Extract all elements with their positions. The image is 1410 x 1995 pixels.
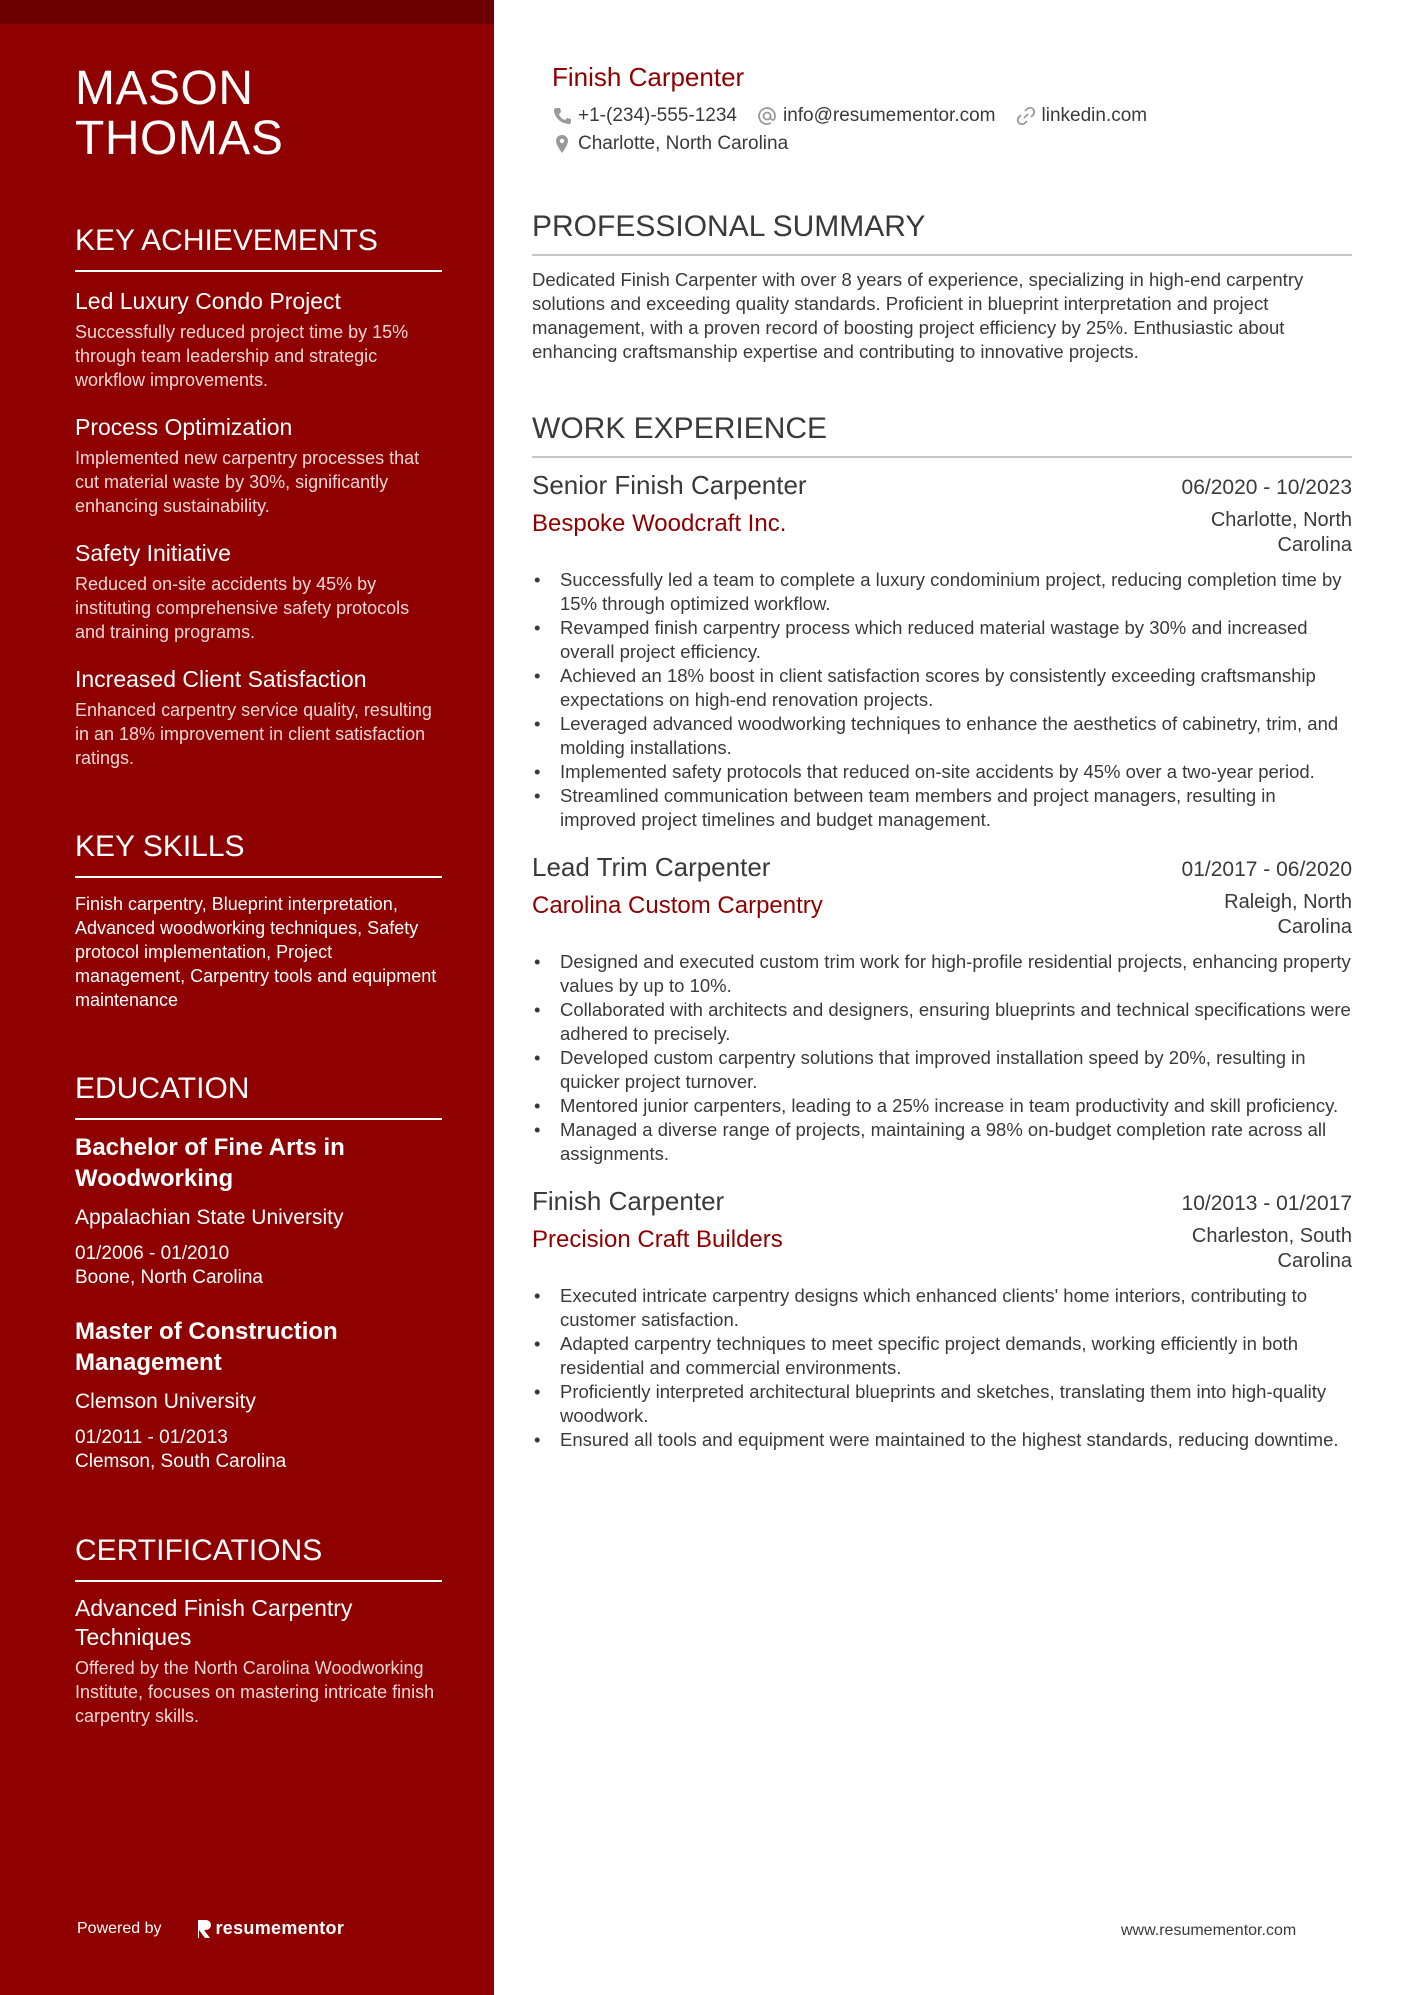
education-dates: 01/2006 - 01/2010 [75, 1243, 230, 1264]
certification-desc: Offered by the North Carolina Woodworking Institute, focuses on mastering intricate finish carpentry skills. [75, 1658, 435, 1726]
education-school: Clemson University [75, 1390, 256, 1413]
list-item: • Proficiently interpreted architectural blueprints and sketches, translating them into high-quality woodwork. [532, 1380, 1352, 1428]
education-item [75, 1132, 442, 1290]
achievement-item [75, 664, 442, 770]
first-name: MASON [75, 62, 254, 115]
list-item: • Ensured all tools and equipment were maintained to the highest standards, reducing downtime. [532, 1428, 1352, 1452]
sidebar [0, 0, 494, 1995]
list-item: • Successfully led a team to complete a luxury condominium project, reducing completion time by 15% through optimized workflow. [532, 568, 1352, 616]
achievement-desc: Implemented new carpentry processes that cut material waste by 30%, significantly enhancing sustainability. [75, 448, 420, 516]
last-name: THOMAS [75, 112, 284, 165]
job-entry [532, 468, 1352, 832]
list-item: • Developed custom carpentry solutions that improved installation speed by 20%, resulting in quicker project turnover. [532, 1046, 1352, 1094]
phone-icon [552, 106, 572, 126]
job-location: Raleigh, North Carolina [1224, 891, 1352, 938]
achievements-section [75, 224, 442, 770]
link-icon [1016, 106, 1036, 126]
list-item: • Mentored junior carpenters, leading to a 25% increase in team productivity and skill proficiency. [532, 1094, 1352, 1118]
headline-title: Finish Carpenter [552, 62, 745, 92]
list-item: • Adapted carpentry techniques to meet specific project demands, working efficiently in both residential and commercial environments. [532, 1332, 1352, 1380]
achievement-title: Increased Client Satisfaction [75, 666, 367, 692]
experience-heading: WORK EXPERIENCE [532, 412, 1352, 458]
at-icon [757, 106, 777, 126]
experience-section [532, 412, 1352, 1452]
job-dates: 06/2020 - 10/2023 [1181, 476, 1352, 499]
job-dates: 10/2013 - 01/2017 [1181, 1192, 1352, 1215]
education-location: Clemson, South Carolina [75, 1451, 287, 1472]
location-text: Charlotte, North Carolina [578, 133, 789, 154]
job-entry [532, 850, 1352, 1166]
job-location: Charleston, South Carolina [1191, 1225, 1352, 1272]
contact-info [552, 104, 1312, 156]
education-school: Appalachian State University [75, 1206, 344, 1229]
list-item: • Streamlined communication between team members and project managers, resulting in improved project timelines and budget management. [532, 784, 1352, 832]
achievement-item [75, 538, 442, 644]
job-role: Senior Finish Carpenter [532, 470, 807, 500]
job-bullets [532, 568, 1352, 832]
certification-title: Advanced Finish Carpentry Techniques [75, 1595, 353, 1650]
achievement-title: Led Luxury Condo Project [75, 288, 341, 314]
phone-number: +1-(234)-555-1234 [578, 105, 737, 126]
education-degree: Master of Construction Management [75, 1318, 338, 1376]
achievement-title: Safety Initiative [75, 540, 231, 566]
achievement-item [75, 286, 442, 392]
sidebar-top-bar [0, 0, 494, 24]
achievement-desc: Enhanced carpentry service quality, resulting in an 18% improvement in client satisfaction ratings. [75, 700, 432, 768]
list-item: • Implemented safety protocols that reduced on-site accidents by 45% over a two-year period. [532, 760, 1352, 784]
brand-name: resumementor [215, 1918, 345, 1938]
powered-by-label: Powered by [77, 1919, 162, 1937]
education-dates: 01/2011 - 01/2013 [75, 1427, 228, 1448]
list-item: • Executed intricate carpentry designs which enhanced clients' home interiors, contributing to customer satisfaction. [532, 1284, 1352, 1332]
brand-mark-icon [196, 1919, 212, 1939]
email-address: info@resumementor.com [782, 105, 996, 126]
education-heading: EDUCATION [75, 1072, 442, 1120]
education-item [75, 1316, 442, 1474]
list-item: • Managed a diverse range of projects, maintaining a 98% on-budget completion rate across all assignments. [532, 1118, 1352, 1166]
brand-logo[interactable] [196, 1918, 345, 1939]
contact-email[interactable] [757, 104, 996, 128]
powered-by [77, 1918, 344, 1939]
skills-list: Finish carpentry, Blueprint interpretation, Advanced woodworking techniques, Safety protocol implementation, Project management, Carpentry tools and equipment maintenance [75, 894, 437, 1010]
contact-phone[interactable] [552, 104, 737, 128]
linkedin-link: linkedin.com [1041, 105, 1148, 126]
achievement-title: Process Optimization [75, 414, 293, 440]
contact-linkedin[interactable] [1016, 104, 1148, 128]
summary-text: Dedicated Finish Carpenter with over 8 years of experience, specializing in high-end carpentry solutions and exceeding quality standards. Proficient in blueprint interpretation and project management, with a proven record of boosting project efficiency by 25%. Enthusiastic about enhancing craftsmanship expertise and contributing to innovative projects. [532, 269, 1304, 362]
job-bullets [532, 1284, 1352, 1452]
location-pin-icon [552, 134, 572, 154]
education-location: Boone, North Carolina [75, 1267, 263, 1288]
education-degree: Bachelor of Fine Arts in Woodworking [75, 1134, 345, 1192]
education-section [75, 1072, 442, 1474]
summary-heading: PROFESSIONAL SUMMARY [532, 210, 1352, 256]
footer-url[interactable]: www.resumementor.com [1121, 1922, 1297, 1939]
job-company: Bespoke Woodcraft Inc. [532, 510, 787, 537]
candidate-name [75, 64, 442, 164]
list-item: • Designed and executed custom trim work for high-profile residential projects, enhancing property values by up to 10%. [532, 950, 1352, 998]
skills-heading: KEY SKILLS [75, 830, 442, 878]
list-item: • Collaborated with architects and designers, ensuring blueprints and technical specifications were adhered to precisely. [532, 998, 1352, 1046]
summary-section [532, 210, 1352, 364]
job-role: Lead Trim Carpenter [532, 852, 771, 882]
job-role: Finish Carpenter [532, 1186, 725, 1216]
job-dates: 01/2017 - 06/2020 [1181, 858, 1352, 881]
job-entry [532, 1184, 1352, 1452]
achievement-desc: Successfully reduced project time by 15% through team leadership and strategic workflow improvements. [75, 322, 409, 390]
skills-section [75, 830, 442, 1012]
job-location: Charlotte, North Carolina [1210, 509, 1352, 556]
list-item: • Revamped finish carpentry process which reduced material wastage by 30% and increased overall project efficiency. [532, 616, 1352, 664]
achievement-desc: Reduced on-site accidents by 45% by instituting comprehensive safety protocols and training programs. [75, 574, 410, 642]
achievements-heading: KEY ACHIEVEMENTS [75, 224, 442, 272]
job-company: Carolina Custom Carpentry [532, 892, 823, 919]
sidebar-content [75, 64, 442, 1728]
list-item: • Achieved an 18% boost in client satisfaction scores by consistently exceeding craftsmanship expectations on high-end renovation projects. [532, 664, 1352, 712]
contact-location [552, 132, 1292, 156]
certifications-section [75, 1534, 442, 1728]
job-company: Precision Craft Builders [532, 1226, 783, 1253]
achievement-item [75, 412, 442, 518]
list-item: • Leveraged advanced woodworking techniques to enhance the aesthetics of cabinetry, trim, and molding installations. [532, 712, 1352, 760]
main-content [532, 60, 1352, 1452]
certifications-heading: CERTIFICATIONS [75, 1534, 442, 1582]
job-bullets [532, 950, 1352, 1166]
